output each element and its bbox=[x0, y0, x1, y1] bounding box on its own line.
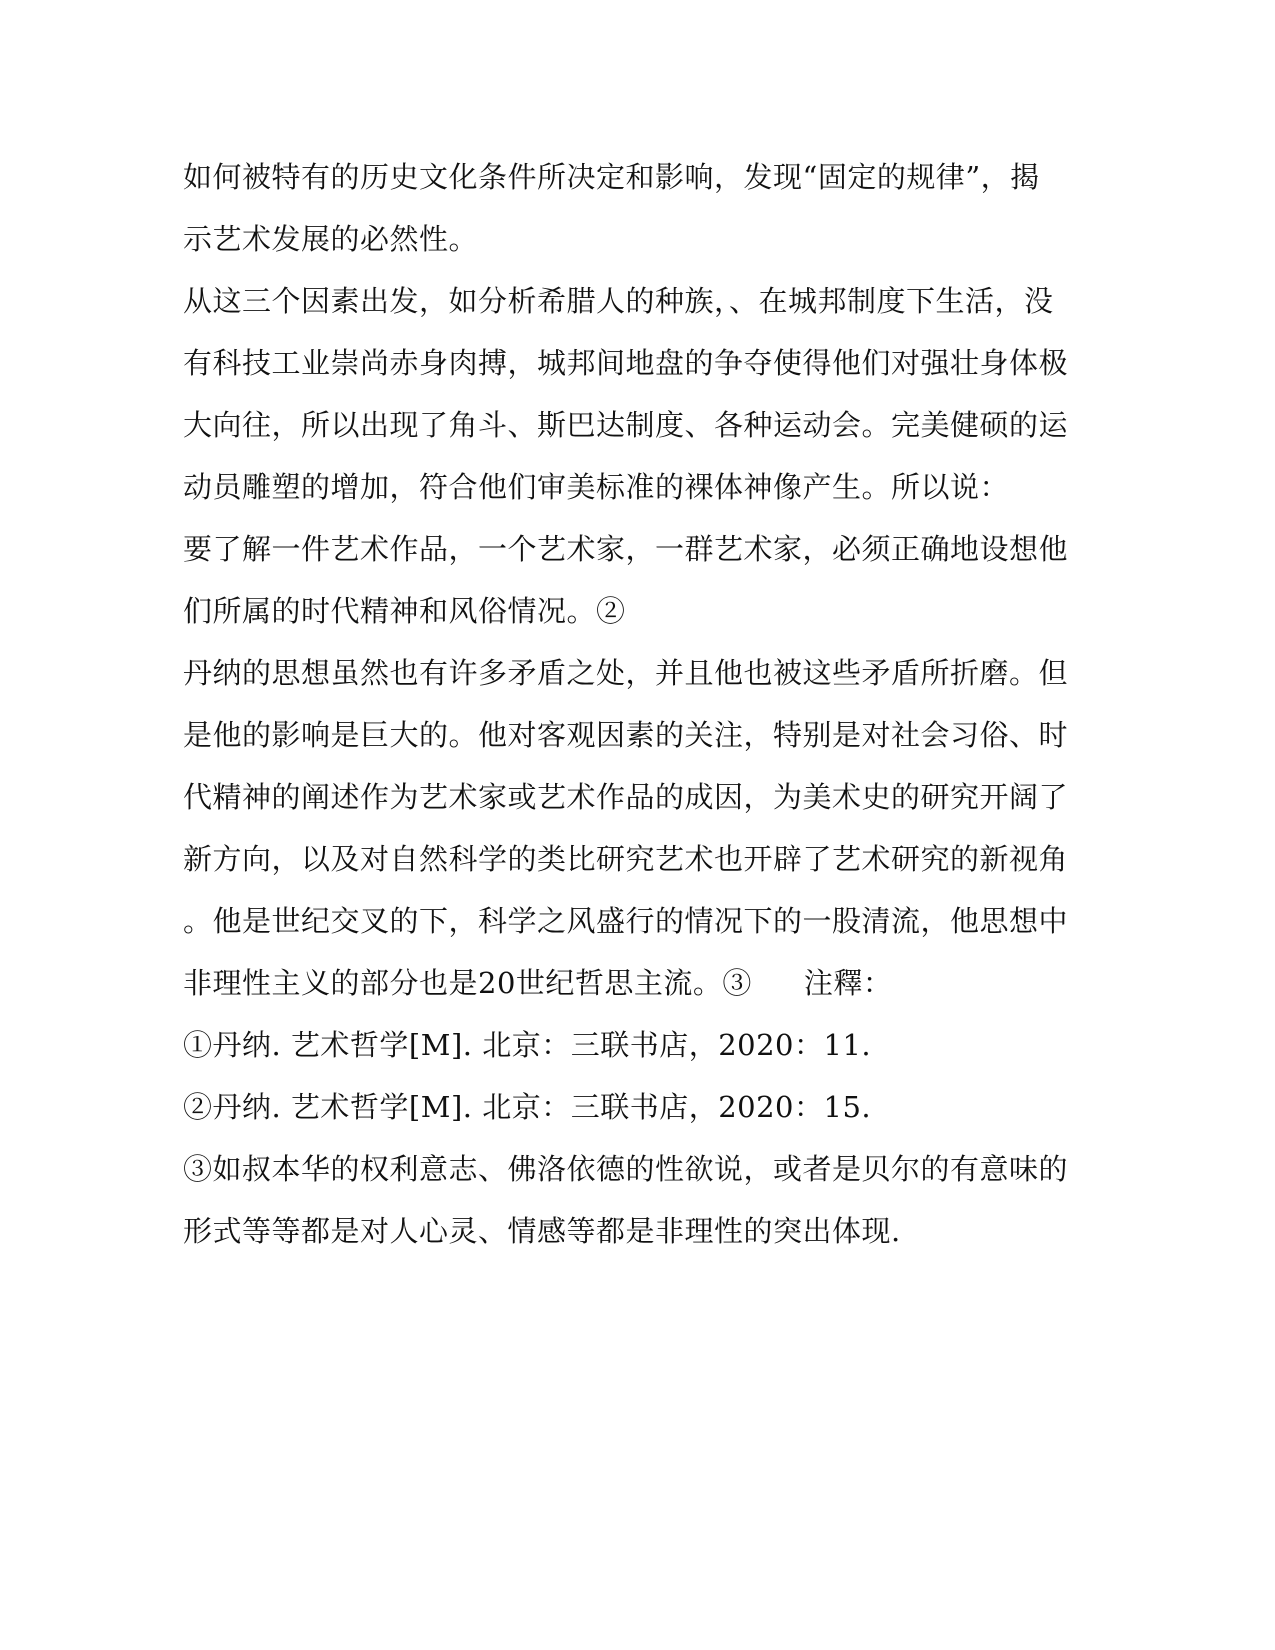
body-text-line: 有科技工业崇尚赤身肉搏，城邦间地盘的争夺使得他们对强壮身体极 bbox=[183, 346, 1069, 380]
body-text-line: 大向往，所以出现了角斗、斯巴达制度、各种运动会。完美健硕的运 bbox=[183, 408, 1069, 442]
body-text-line: 从这三个因素出发，如分析希腊人的种族，、在城邦制度下生活，没 bbox=[183, 284, 1054, 318]
footnote-1: ①丹纳. 艺术哲学[M]. 北京：三联书店，2020：11. bbox=[183, 1028, 872, 1062]
body-text-line: 新方向，以及对自然科学的类比研究艺术也开辟了艺术研究的新视角 bbox=[183, 842, 1069, 876]
body-text-line: 是他的影响是巨大的。他对客观因素的关注，特别是对社会习俗、时 bbox=[183, 718, 1069, 752]
body-text-line: 示艺术发展的必然性。 bbox=[183, 222, 479, 256]
footnote-2: ②丹纳. 艺术哲学[M]. 北京：三联书店，2020：15. bbox=[183, 1090, 872, 1124]
body-text-line: 要了解一件艺术作品，一个艺术家，一群艺术家，必须正确地设想他 bbox=[183, 532, 1069, 566]
body-text-line: 丹纳的思想虽然也有许多矛盾之处，并且他也被这些矛盾所折磨。但 bbox=[183, 656, 1069, 690]
body-text-line: 动员雕塑的增加，符合他们审美标准的裸体神像产生。所以说： bbox=[183, 470, 1010, 504]
body-text-line-end: 非理性主义的部分也是20世纪哲思主流。③ bbox=[183, 966, 752, 1000]
footnote-3-continued: 形式等等都是对人心灵、情感等都是非理性的突出体现. bbox=[183, 1214, 901, 1248]
footnote-3: ③如叔本华的权利意志、佛洛依德的性欲说，或者是贝尔的有意味的 bbox=[183, 1152, 1069, 1186]
notes-heading: 注釋： bbox=[803, 966, 893, 1000]
body-text-line bbox=[183, 965, 892, 1001]
body-text-line: 们所属的时代精神和风俗情况。② bbox=[183, 594, 626, 628]
body-text-line: 。他是世纪交叉的下，科学之风盛行的情况下的一股清流，他思想中 bbox=[183, 904, 1069, 938]
body-text-line: 如何被特有的历史文化条件所决定和影响，发现“固定的规律”，揭 bbox=[183, 160, 1040, 194]
body-text-line: 代精神的阐述作为艺术家或艺术作品的成因，为美术史的研究开阔了 bbox=[183, 780, 1069, 814]
